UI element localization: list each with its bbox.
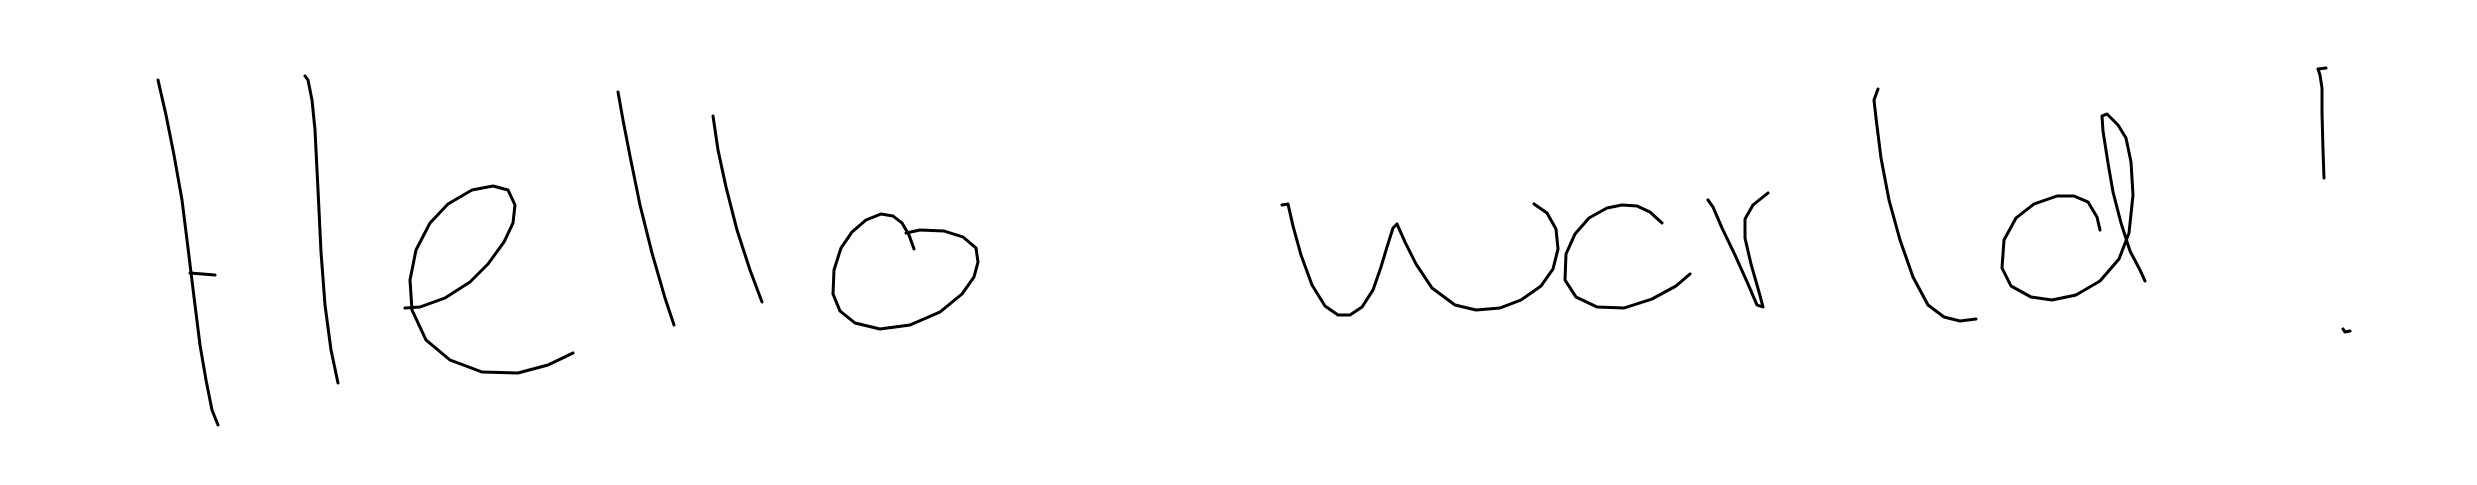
stroke-l-2: [713, 116, 762, 302]
stroke-h-bar: [190, 273, 215, 275]
word-hello: [158, 76, 978, 425]
stroke-h-left: [158, 80, 218, 425]
stroke-d: [2002, 114, 2145, 300]
stroke-w: [1282, 204, 1558, 315]
stroke-e: [405, 186, 573, 373]
word-world: [1282, 68, 2350, 332]
stroke-r: [1708, 193, 1768, 307]
stroke-exclamation-line: [2318, 69, 2324, 178]
stroke-exclamation-cap: [2318, 68, 2326, 69]
handwritten-text: [158, 68, 2350, 425]
stroke-o-body: [833, 214, 978, 329]
stroke-exclamation-dot: [2343, 329, 2350, 332]
stroke-o-2: [1565, 205, 1690, 308]
stroke-h-right: [305, 76, 338, 383]
stroke-l-1: [618, 92, 674, 325]
stroke-l-3: [1874, 89, 1976, 321]
